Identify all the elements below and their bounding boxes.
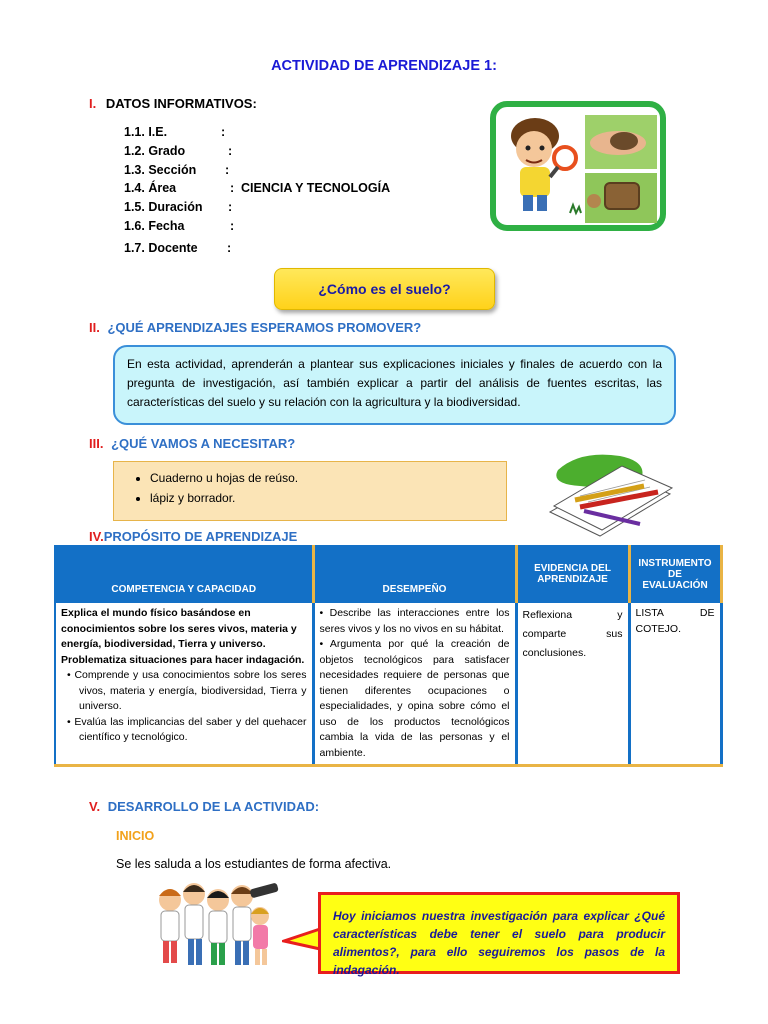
soil-explorer-illustration [490,101,666,231]
capacidad-item-text: Comprende y usa conocimientos sobre los seres vivos, materia y energía, biodiversidad, Tierra y universo. [74,669,307,712]
section-1-number: I. [89,96,97,111]
section-3-title: ¿QUÉ VAMOS A NECESITAR? [111,436,296,451]
info-row-duracion [124,200,233,214]
section-1-title: DATOS INFORMATIVOS: [105,96,257,111]
table-row [55,603,721,766]
info-row-area [124,181,391,195]
materials-item: • lápiz y borrador. [150,488,496,508]
section-3-number: III. [89,436,104,451]
info-label: 1.3. Sección [124,163,197,177]
info-label: 1.1. I.E. [124,125,168,139]
desempeno-cell [313,603,516,766]
instrumento-cell: LISTA DE COTEJO. [629,603,721,766]
info-label: 1.5. Duración [124,200,203,214]
info-label: 1.7. Docente [124,241,198,255]
info-label: 1.2. Grado [124,144,186,158]
topic-banner: ¿Cómo es el suelo? [274,268,495,310]
info-row-ie [124,125,226,139]
evidencia-cell: Reflexiona y comparte sus conclusiones. [516,603,629,766]
materials-box [113,461,507,521]
paper-pencils-illustration [540,450,680,540]
info-colon: : [228,200,233,214]
section-2-heading [89,320,421,335]
callout-pointer [282,925,322,955]
section-4-heading [89,529,297,544]
info-colon: : [221,125,226,139]
info-row-seccion [124,163,230,177]
desempeno-item: • Argumenta por qué la creación de objetos tecnológicos para satisfacer necesidades requiere de personas que tienen diferentes ocupaciones o especialidades, y opina sobre cómo el uso de los productos tecnológicos cambia la vida de las personas y el ambiente. [319,638,510,759]
table-header: DESEMPEÑO [313,545,516,603]
students-illustration [150,870,282,976]
info-colon: : [230,219,235,233]
desempeno-item-text: Describe las interacciones entre los seres vivos y los no vivos en su hábitat. [319,607,510,635]
desempeno-item: • Describe las interacciones entre los seres vivos y los no vivos en su hábitat. [319,607,510,635]
info-label: 1.4. Área [124,181,177,195]
investigation-callout: Hoy iniciamos nuestra investigación para explicar ¿Qué características debe tener el suelo para producir alimentos?, para ello seguiremos los pasos de la indagación. [318,892,680,974]
section-4-title: PROPÓSITO DE APRENDIZAJE [103,529,298,544]
info-colon: : [225,163,230,177]
section-3-heading [89,436,295,451]
capacidad-item-text: Evalúa las implicancias del saber y del quehacer científico y tecnológico. [74,715,307,743]
capacidad-item: • Evalúa las implicancias del saber y del quehacer científico y tecnológico. [67,715,307,743]
inicio-heading: INICIO [116,829,155,843]
info-label: 1.6. Fecha [124,219,185,233]
section-5-heading [89,799,319,814]
section-5-number: V. [89,799,101,814]
info-colon: : [230,181,235,195]
capacidad-item: • Comprende y usa conocimientos sobre los seres vivos, materia y energía, biodiversidad, Tierra y universo. [67,669,307,712]
table-header: INSTRUMENTO DE EVALUACIÓN [629,545,721,603]
learning-purpose-table [54,545,723,767]
table-header: COMPETENCIA Y CAPACIDAD [55,545,313,603]
info-colon: : [228,144,233,158]
competencia-text: Explica el mundo físico basándose en conocimientos sobre los seres vivos, materia y energía, biodiversidad, Tierra y universo. [61,607,297,650]
info-row-docente [124,241,232,255]
capacidad-text: Problematiza situaciones para hacer indagación. [61,653,305,666]
section-2-number: II. [89,320,100,335]
table-header-row [55,545,721,603]
competencia-cell [55,603,313,766]
section-5-title: DESARROLLO DE LA ACTIVIDAD: [107,799,320,814]
info-row-fecha [124,219,235,233]
section-1-heading [89,96,257,111]
info-value-area: CIENCIA Y TECNOLOGÍA [241,181,391,195]
table-header: EVIDENCIA DEL APRENDIZAJE [516,545,629,603]
section-2-title: ¿QUÉ APRENDIZAJES ESPERAMOS PROMOVER? [107,320,422,335]
page-title: ACTIVIDAD DE APRENDIZAJE 1: [271,58,497,74]
materials-item: • Cuaderno u hojas de reúso. [150,468,496,488]
desempeno-item-text: Argumenta por qué la creación de objetos tecnológicos para satisfacer necesidades requiere de personas que tienen diferentes ocupaciones o especialidades, y opina sobre cómo el uso de los productos tecnológicos cambia la vida de las personas y el ambiente. [319,638,510,759]
section-4-number: IV. [89,529,104,544]
learning-description: En esta actividad, aprenderán a plantear sus explicaciones iniciales y finales de acuerdo con la pregunta de investigación, así también explicar a partir del análisis de fuentes escritas, las características del suelo y su relación con la agricultura y la biodiversidad. [113,345,676,425]
info-row-grado [124,144,233,158]
greeting-text: Se les saluda a los estudiantes de forma afectiva. [116,857,392,871]
info-colon: : [227,241,232,255]
